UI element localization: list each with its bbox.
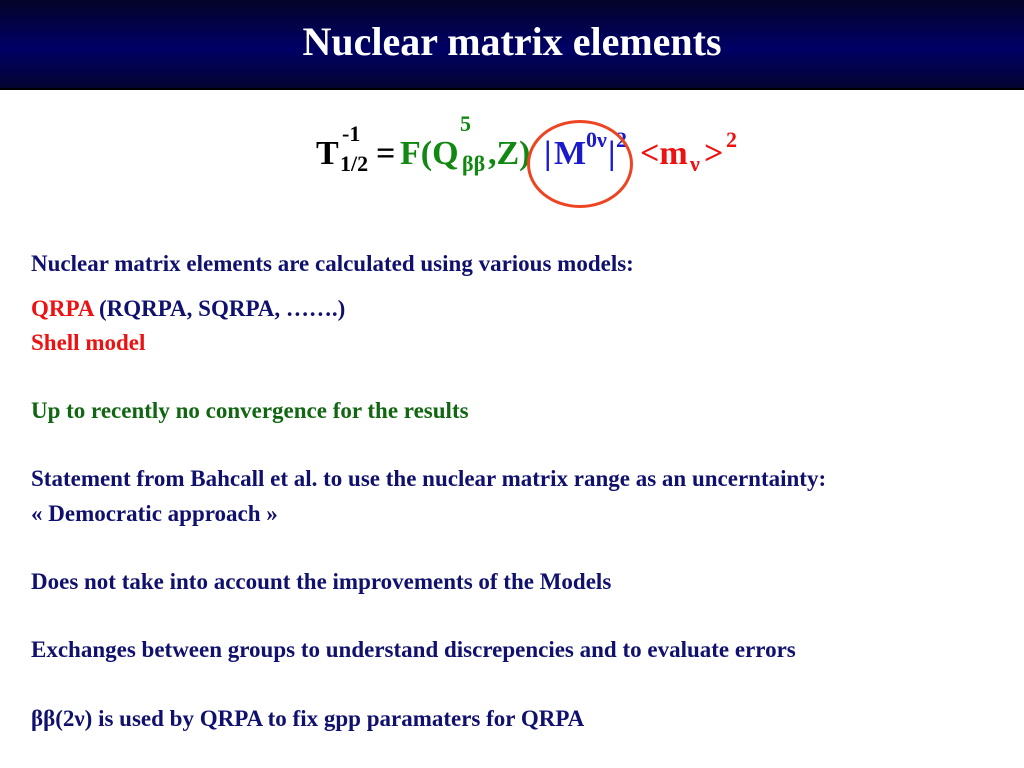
- formula-phase-space: F(Q: [400, 135, 459, 172]
- bahcall-line: Statement from Bahcall et al. to use the nuclear matrix range as an uncerntainty:: [31, 466, 827, 491]
- formula-phase-space-subscript: ββ: [462, 151, 486, 176]
- shell-model-line: [31, 329, 145, 357]
- qrpa-line: [31, 295, 345, 323]
- half-life-formula: [316, 111, 776, 208]
- bb2v-symbol: ββ(2ν): [31, 706, 93, 731]
- formula-phase-space-close: ,Z): [488, 135, 531, 172]
- bb2v-text: is used by QRPA to fix gpp paramaters for QRPA: [92, 706, 585, 731]
- slide-title: Nuclear matrix elements: [302, 19, 722, 64]
- convergence-line: Up to recently no convergence for the results: [31, 398, 469, 423]
- formula-equals: =: [376, 135, 396, 172]
- formula-matrix-superscript: 0ν: [586, 127, 607, 152]
- formula-T-subscript: 1/2: [340, 151, 369, 176]
- formula-T-superscript: -1: [342, 121, 361, 146]
- highlight-circle: [527, 120, 633, 208]
- improvements-line: Does not take into account the improvements of the Models: [31, 569, 612, 594]
- formula-neutrino-mass-power: 2: [726, 127, 737, 152]
- formula-neutrino-mass-close: >: [704, 135, 724, 172]
- formula-neutrino-mass: <m: [640, 135, 688, 172]
- formula-neutrino-mass-subscript: ν: [690, 151, 700, 176]
- formula-bar-close: |: [608, 135, 616, 172]
- qrpa-variants: (RQRPA, SQRPA, …….): [93, 296, 346, 321]
- democratic-line: « Democratic approach »: [31, 501, 278, 526]
- formula-phase-space-superscript: 5: [460, 111, 471, 136]
- formula-matrix-power: 2: [616, 127, 627, 152]
- formula-bar-open: |: [544, 135, 552, 172]
- slide-header: [0, 0, 1024, 90]
- formula-T: T: [316, 135, 339, 172]
- formula-matrix-element: M: [554, 135, 587, 172]
- intro-line: Nuclear matrix elements are calculated using various models:: [31, 251, 634, 276]
- bb2v-line: [31, 705, 584, 733]
- shell-model-label: Shell model: [31, 330, 146, 355]
- qrpa-label: QRPA: [31, 296, 94, 321]
- exchanges-line: Exchanges between groups to understand discrepencies and to evaluate errors: [31, 637, 796, 662]
